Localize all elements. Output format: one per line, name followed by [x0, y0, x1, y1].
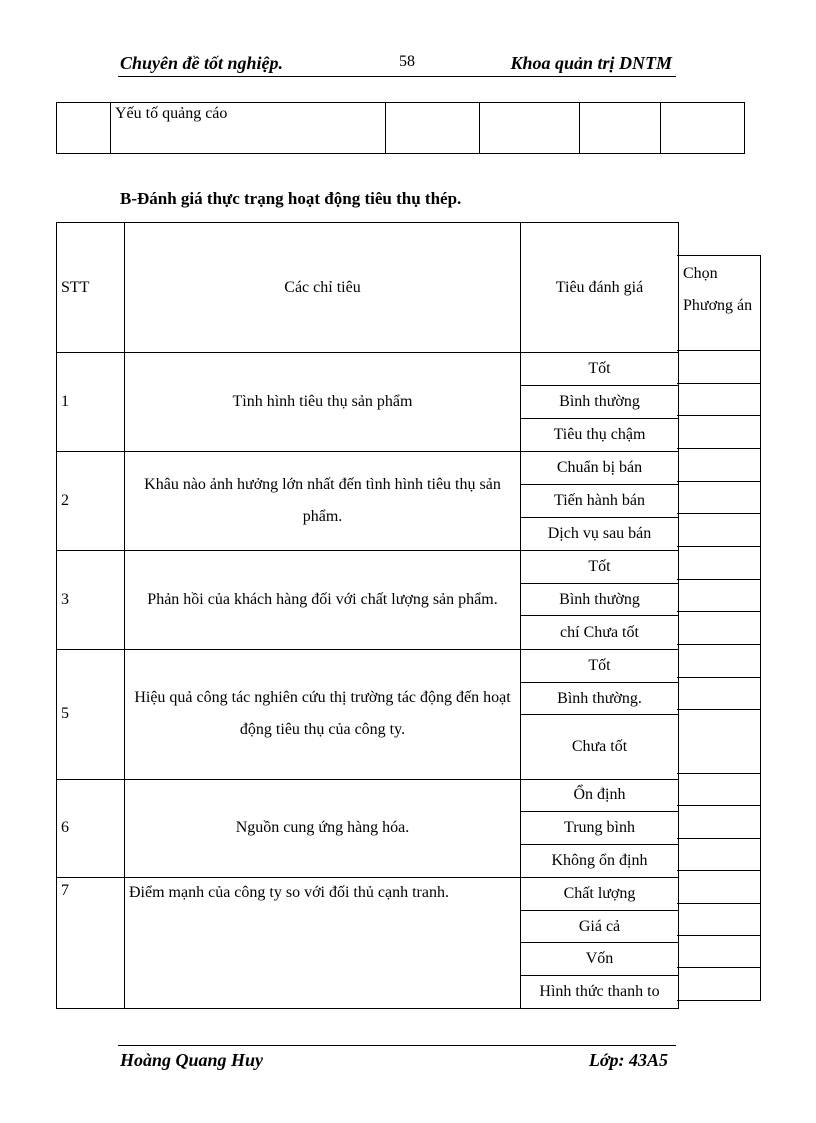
footer-rule — [118, 1045, 676, 1046]
row-stt: 5 — [57, 649, 125, 779]
choice-cell[interactable] — [677, 806, 761, 839]
option-cell: Ổn định — [521, 779, 679, 811]
row-criteria: Nguồn cung ứng hàng hóa. — [125, 779, 521, 877]
choice-cell[interactable] — [677, 416, 761, 449]
table-row — [57, 550, 679, 583]
choice-cell[interactable] — [677, 514, 761, 547]
section-title: B-Đánh giá thực trạng hoạt động tiêu thụ thép. — [120, 189, 462, 208]
row-criteria: Khâu nào ảnh hưởng lớn nhất đến tình hình tiêu thụ sản phẩm. — [125, 452, 521, 551]
option-cell: Bình thường. — [521, 682, 679, 714]
option-cell: Giá cả — [521, 910, 679, 942]
choice-cell[interactable] — [677, 351, 761, 384]
option-cell: Tiêu thụ chậm — [521, 418, 679, 451]
header-left-title: Chuyên đề tốt nghiệp. — [120, 53, 284, 73]
table-row — [57, 779, 679, 811]
table-header-row — [57, 223, 679, 353]
option-cell: Chất lượng — [521, 877, 679, 910]
option-cell: Hình thức thanh to — [521, 975, 679, 1009]
choice-cell[interactable] — [677, 710, 761, 774]
option-cell: Bình thường — [521, 584, 679, 616]
row-criteria: Tình hình tiêu thụ sản phẩm — [125, 353, 521, 452]
evaluation-table — [56, 222, 679, 1009]
option-cell: Tốt — [521, 353, 679, 386]
row-criteria: Hiệu quả công tác nghiên cứu thị trường tác động đến hoạt động tiêu thụ của công ty. — [125, 649, 521, 779]
top-table-cell — [480, 103, 580, 154]
choice-cell[interactable] — [677, 871, 761, 904]
header-evaluation: Tiêu đánh giá — [521, 223, 679, 353]
row-criteria: Phản hồi của khách hàng đối với chất lượng sản phẩm. — [125, 550, 521, 649]
choice-cell[interactable] — [677, 449, 761, 482]
table-row — [57, 452, 679, 485]
header-right-title: Khoa quản trị DNTM — [510, 53, 672, 73]
choose-column — [677, 351, 761, 1009]
choice-cell[interactable] — [677, 547, 761, 580]
choice-cell[interactable] — [677, 482, 761, 514]
row-stt: 7 — [57, 877, 125, 1008]
top-table-label: Yếu tố quảng cáo — [111, 103, 386, 154]
choice-cell[interactable] — [677, 678, 761, 710]
choice-cell[interactable] — [677, 904, 761, 936]
header-choose: Chọn Phương án — [677, 255, 761, 351]
table-row — [57, 877, 679, 910]
table-row — [57, 353, 679, 386]
choice-cell[interactable] — [677, 384, 761, 416]
option-cell: Tiến hành bán — [521, 485, 679, 517]
row-criteria: Điểm mạnh của công ty so với đối thủ cạnh tranh. — [125, 877, 521, 1008]
header-criteria: Các chỉ tiêu — [125, 223, 521, 353]
option-cell: Không ổn định — [521, 845, 679, 877]
top-table-cell — [386, 103, 480, 154]
choice-cell[interactable] — [677, 645, 761, 678]
choice-cell[interactable] — [677, 839, 761, 871]
choice-cell[interactable] — [677, 612, 761, 645]
option-cell: Bình thường — [521, 386, 679, 418]
row-stt: 6 — [57, 779, 125, 877]
table-row — [57, 649, 679, 682]
footer-class: Lớp: 43A5 — [588, 1050, 668, 1070]
choice-cell[interactable] — [677, 774, 761, 806]
page-number: 58 — [399, 53, 415, 70]
top-table-cell — [580, 103, 661, 154]
option-cell: Vốn — [521, 943, 679, 975]
option-cell: Chưa tốt — [521, 715, 679, 780]
header-stt: STT — [57, 223, 125, 353]
top-table-cell — [57, 103, 111, 154]
top-table-cell — [661, 103, 745, 154]
footer-author: Hoàng Quang Huy — [120, 1050, 264, 1070]
previous-table-fragment — [56, 102, 745, 154]
option-cell: chí Chưa tốt — [521, 616, 679, 649]
option-cell: Trung bình — [521, 812, 679, 845]
row-stt: 1 — [57, 353, 125, 452]
choice-cell[interactable] — [677, 968, 761, 1001]
header-rule — [118, 76, 676, 77]
option-cell: Tốt — [521, 550, 679, 583]
option-cell: Dịch vụ sau bán — [521, 517, 679, 550]
choice-cell[interactable] — [677, 580, 761, 612]
choice-cell[interactable] — [677, 936, 761, 968]
row-stt: 2 — [57, 452, 125, 551]
option-cell: Tốt — [521, 649, 679, 682]
option-cell: Chuẩn bị bán — [521, 452, 679, 485]
row-stt: 3 — [57, 550, 125, 649]
